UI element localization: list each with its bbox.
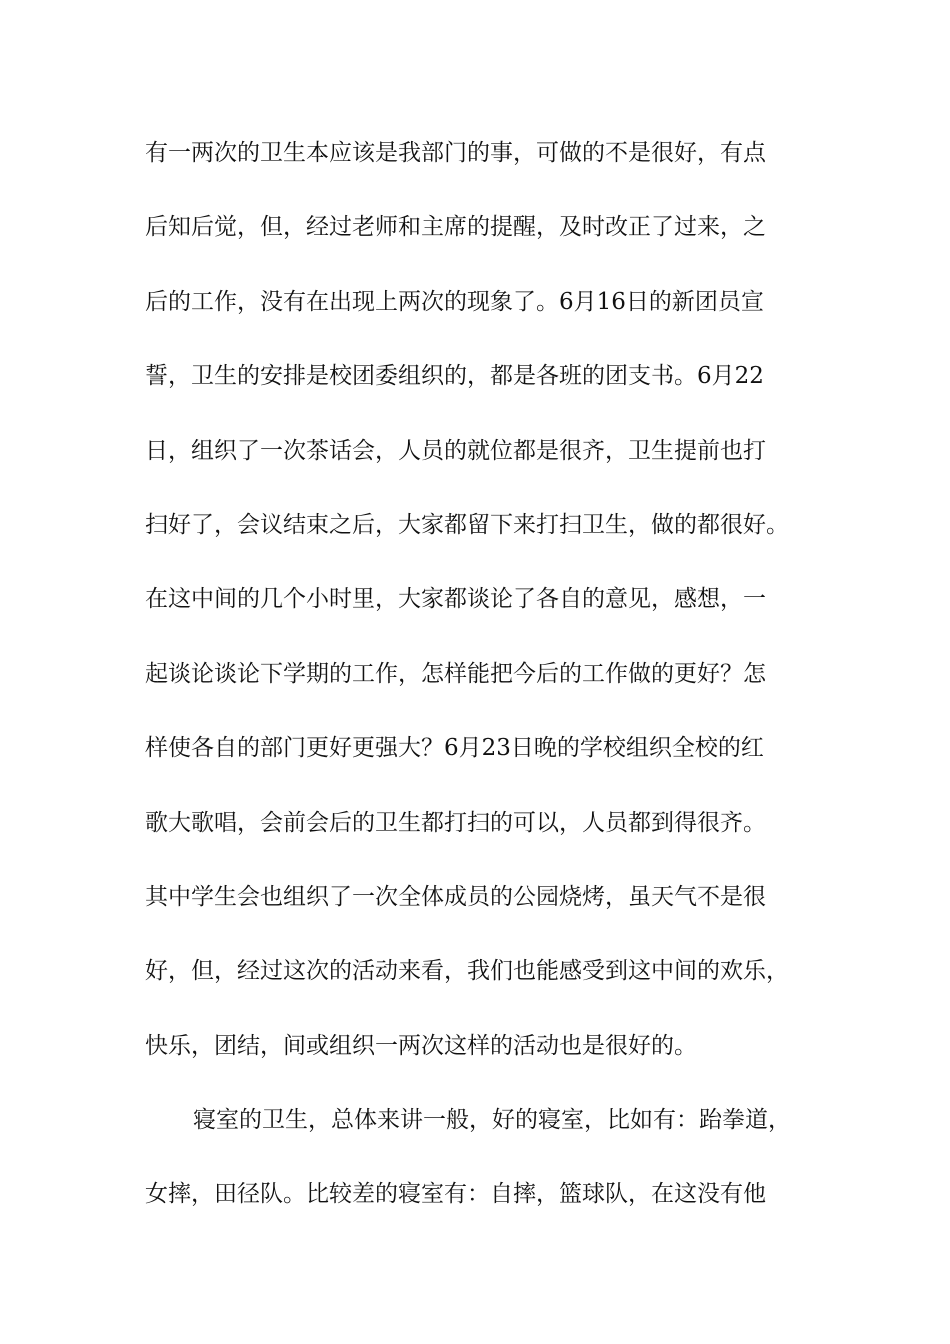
text-line: 样使各自的部门更好更强大？6月23日晚的学校组织全校的红	[145, 735, 764, 762]
text-line: 在这中间的几个小时里，大家都谈论了各自的意见，感想，一	[145, 586, 766, 613]
paragraph-start-line: 寝室的卫生，总体来讲一般，好的寝室，比如有：跆拳道，	[193, 1107, 791, 1134]
text-line: 女摔，田径队。比较差的寝室有：自摔，篮球队，在这没有他	[145, 1181, 766, 1208]
text-line: 起谈论谈论下学期的工作，怎样能把今后的工作做的更好？怎	[145, 660, 766, 687]
text-line: 日，组织了一次茶话会，人员的就位都是很齐，卫生提前也打	[145, 437, 766, 464]
text-line: 扫好了，会议结束之后，大家都留下来打扫卫生，做的都很好。	[145, 511, 789, 538]
text-line: 有一两次的卫生本应该是我部门的事，可做的不是很好，有点	[145, 140, 766, 166]
body-text	[145, 128, 825, 1244]
text-line: 誓，卫生的安排是校团委组织的，都是各班的团支书。6月22	[145, 363, 764, 390]
text-line: 快乐，团结，间或组织一两次这样的活动也是很好的。	[145, 1032, 697, 1059]
text-line: 后的工作，没有在出现上两次的现象了。6月16日的新团员宣	[145, 288, 764, 315]
text-line: 好，但，经过这次的活动来看，我们也能感受到这中间的欢乐，	[145, 958, 789, 985]
text-line: 后知后觉，但，经过老师和主席的提醒，及时改正了过来，之	[145, 214, 766, 241]
text-line: 其中学生会也组织了一次全体成员的公园烧烤，虽天气不是很	[145, 883, 766, 910]
text-line: 歌大歌唱，会前会后的卫生都打扫的可以，人员都到得很齐。	[145, 809, 766, 836]
